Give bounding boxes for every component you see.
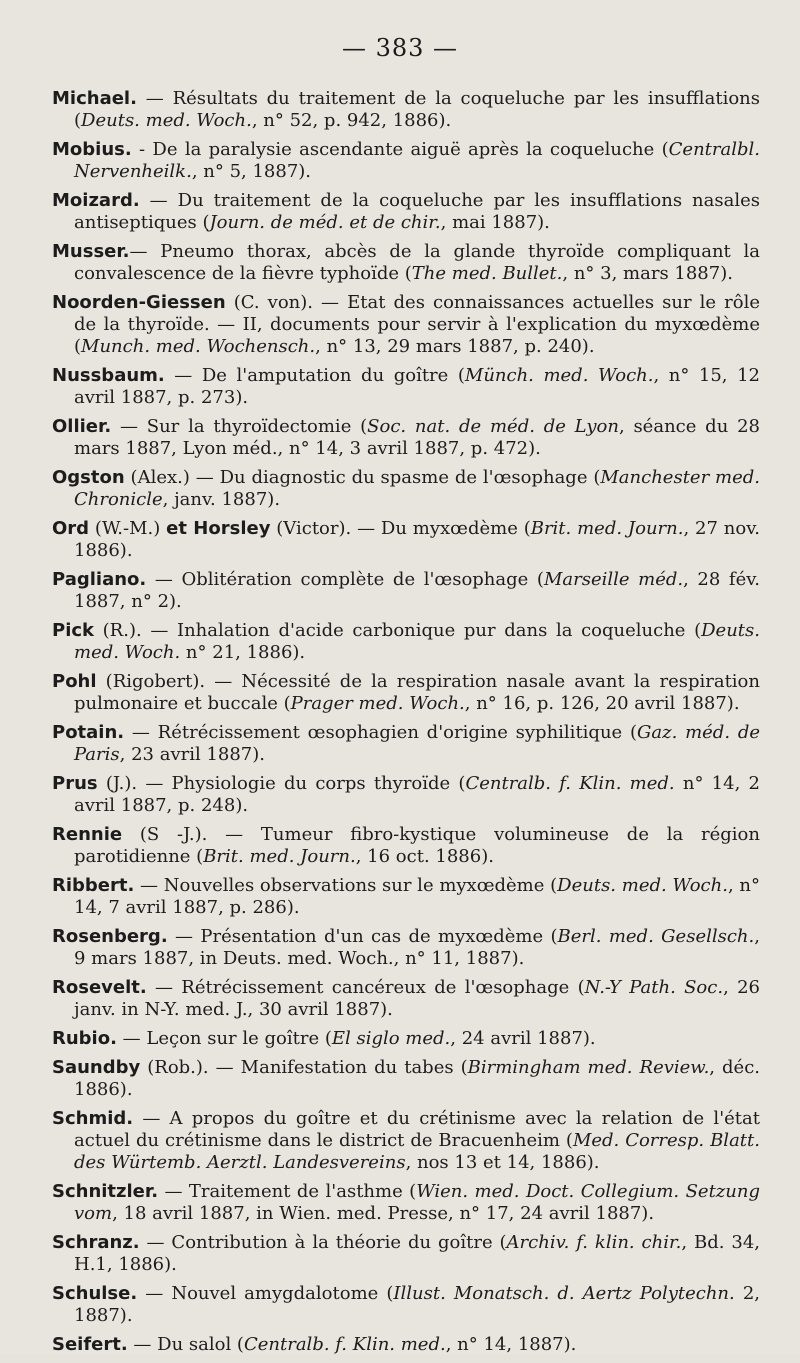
entry-source: Münch. med. Woch. [464,365,654,386]
entry-author: Rennie [52,824,123,845]
bibliography-list [52,88,760,1363]
bibliography-entry [52,824,760,868]
entry-text: , n° 52, p. 942, 1886). [251,110,452,131]
bibliography-entry [52,1057,760,1101]
bibliography-entry [52,139,760,183]
entry-text: , 16 oct. 1886). [355,846,494,867]
entry-source: Munch. med. Wochensch. [81,336,316,357]
entry-text: — Du salol ( [127,1334,244,1355]
bibliography-entry [52,1232,760,1276]
entry-source: The med. Bullet. [411,263,563,284]
entry-text: — Leçon sur le goître ( [116,1028,332,1049]
entry-author: Schnitzler. [52,1181,159,1202]
bibliography-entry [52,1028,760,1050]
bibliography-entry [52,569,760,613]
entry-text: , Bd. 34, H.1, 1886). [74,1232,760,1275]
entry-text: (Alex.) — Du diagnostic du spasme de l'œsophage ( [124,467,601,488]
bibliography-entry [52,292,760,358]
bibliography-entry [52,671,760,715]
entry-text: — Pneumo thorax, abcès de la glande thyroïde compliquant la convalescence de la fièvre typhoïde ( [74,241,760,284]
entry-text: (C. von). — Etat des connaissances actuelles sur le rôle de la thyroïde. — II, documents pour servir à l'explication du myxœdème ( [74,292,760,357]
entry-source: Archiv. f. klin. chir. [506,1232,682,1253]
entry-author: Noorden-Giessen [52,292,226,313]
entry-author: Schulse. [52,1283,138,1304]
bibliography-entry [52,518,760,562]
entry-author: Potain. [52,722,125,743]
entry-text: (Rigobert). — Nécessité de la respiration nasale avant la respiration pulmonaire et buccale ( [74,671,760,714]
entry-text: (W.-M.) [89,518,167,539]
entry-text: (Rob.). — Manifestation du tabes ( [140,1057,468,1078]
entry-source: N.-Y Path. Soc. [584,977,724,998]
bibliography-entry [52,1181,760,1225]
entry-text: (J.). — Physiologie du corps thyroïde ( [97,773,466,794]
entry-author: Pagliano. [52,569,147,590]
bibliography-entry [52,190,760,234]
entry-author: Schmid. [52,1108,134,1129]
entry-source: Brit. med. Journ. [530,518,684,539]
entry-text: , 18 avril 1887, in Wien. med. Presse, n° 17, 24 avril 1887). [112,1203,655,1224]
entry-author: Prus [52,773,98,794]
entry-text: — Nouvel amygdalotome ( [137,1283,394,1304]
entry-source: Centralb. f. Klin. med. [243,1334,446,1355]
entry-author: Michael. [52,88,137,109]
entry-source: Birmingham med. Review. [467,1057,710,1078]
entry-text: , n° 15, 12 avril 1887, p. 273). [74,365,760,408]
entry-text: , 9 mars 1887, in Deuts. med. Woch., n° 11, 1887). [74,926,760,969]
entry-author: Mobius. [52,139,132,160]
bibliography-entry [52,977,760,1021]
entry-source: Centralb. f. Klin. med. [465,773,675,794]
entry-source: El siglo med. [331,1028,451,1049]
entry-author: Ord [52,518,90,539]
entry-text: n° 21, 1886). [180,642,306,663]
entry-source: Gaz. méd. de Paris [74,722,760,765]
entry-text: — Rétrécissement œsophagien d'origine syphilitique ( [124,722,637,743]
entry-text: , nos 13 et 14, 1886). [405,1152,600,1173]
entry-author: Schranz. [52,1232,140,1253]
entry-text: , 28 fév. 1887, n° 2). [74,569,761,612]
entry-source: Med. Corresp. Blatt. des Würtemb. Aerztl. Landesvereins [74,1130,760,1173]
entry-source: Illust. Monatsch. d. Aertz Polytechn. [393,1283,735,1304]
bibliography-entry [52,467,760,511]
entry-author: Pick [52,620,95,641]
bibliography-entry [52,620,760,664]
entry-text: — Contribution à la théorie du goître ( [139,1232,507,1253]
entry-text: (R.). — Inhalation d'acide carbonique pur dans la coqueluche ( [94,620,702,641]
entry-author: Ollier. [52,416,112,437]
bibliography-entry [52,773,760,817]
entry-source: Journ. de méd. et de chir. [209,212,441,233]
bibliography-entry [52,365,760,409]
entry-author: Ribbert. [52,875,135,896]
bibliography-entry [52,88,760,132]
entry-text: — Sur la thyroïdectomie ( [111,416,368,437]
entry-text: , 27 nov. 1886). [74,518,760,561]
entry-source: Marseille méd. [543,569,684,590]
entry-source: Berl. med. Gesellsch. [557,926,755,947]
entry-source: Wien. med. Doct. Collegium. Setzung vom [74,1181,760,1224]
bibliography-entry [52,1283,760,1327]
entry-text: — Présentation d'un cas de myxœdème ( [167,926,558,947]
entry-author: Ogston [52,467,125,488]
entry-author: Moizard. [52,190,140,211]
entry-text: , 23 avril 1887). [119,744,266,765]
entry-author: Nussbaum. [52,365,165,386]
entry-text: , 24 avril 1887). [450,1028,596,1049]
entry-author: et Horsley [166,518,271,539]
entry-source: Centralbl. Nervenheilk. [74,139,760,182]
entry-text: - De la paralysie ascendante aiguë après la coqueluche ( [131,139,669,160]
entry-text: , n° 14, 1887). [445,1334,577,1355]
entry-text: — Résultats du traitement de la coqueluche par les insufflations ( [74,88,760,131]
bibliography-entry [52,1108,760,1174]
entry-text: , mai 1887). [440,212,550,233]
entry-text: , janv. 1887). [162,489,281,510]
entry-author: Seifert. [52,1334,128,1355]
entry-text: , n° 14, 7 avril 1887, p. 286). [74,875,760,918]
entry-author: Rubio. [52,1028,117,1049]
entry-text: — Du traitement de la coqueluche par les insufflations nasales antiseptiques ( [74,190,760,233]
bibliography-entry [52,1334,760,1356]
entry-text: — Rétrécissement cancéreux de l'œsophage ( [146,977,585,998]
entry-text: 2, 1887). [74,1283,760,1326]
bibliography-entry [52,722,760,766]
entry-author: Rosevelt. [52,977,147,998]
entry-text: — Traitement de l'asthme ( [158,1181,417,1202]
entry-source: Deuts. med. Woch. [74,620,760,663]
entry-author: Saundby [52,1057,141,1078]
entry-source: Deuts. med. Woch. [557,875,728,896]
page-number: — 383 — [341,34,459,62]
bibliography-entry [52,926,760,970]
entry-author: Rosenberg. [52,926,168,947]
entry-text: , n° 13, 29 mars 1887, p. 240). [315,336,595,357]
entry-source: Deuts. med. Woch. [81,110,252,131]
entry-text: n° 14, 2 avril 1887, p. 248). [74,773,760,816]
entry-author: Pohl [52,671,97,692]
entry-text: — A propos du goître et du crétinisme avec la relation de l'état actuel du crétinisme dans le district de Bracuenheim ( [74,1108,760,1151]
entry-text: — Nouvelles observations sur le myxœdème ( [134,875,558,896]
entry-text: , n° 5, 1887). [191,161,312,182]
entry-source: Soc. nat. de méd. de Lyon [367,416,619,437]
entry-text: , déc. 1886). [74,1057,760,1100]
entry-text: (S -J.). — Tumeur fibro-kystique volumineuse de la région parotidienne ( [74,824,760,867]
entry-text: , 26 janv. in N-Y. med. J., 30 avril 1887). [74,977,760,1020]
entry-text: , n° 16, p. 126, 20 avril 1887). [464,693,740,714]
entry-text: — Oblitération complète de l'œsophage ( [146,569,544,590]
entry-source: Prager med. Woch. [290,693,465,714]
bibliography-entry [52,875,760,919]
entry-text: — De l'amputation du goître ( [164,365,465,386]
entry-text: , n° 3, mars 1887). [562,263,733,284]
entry-source: Brit. med. Journ. [203,846,356,867]
bibliography-entry [52,241,760,285]
entry-author: Musser. [52,241,130,262]
bibliography-entry [52,416,760,460]
entry-source: Manchester med. Chronicle [74,467,761,510]
entry-text: (Victor). — Du myxœdème ( [270,518,531,539]
entry-text: , séance du 28 mars 1887, Lyon méd., n° 14, 3 avril 1887, p. 472). [74,416,760,459]
